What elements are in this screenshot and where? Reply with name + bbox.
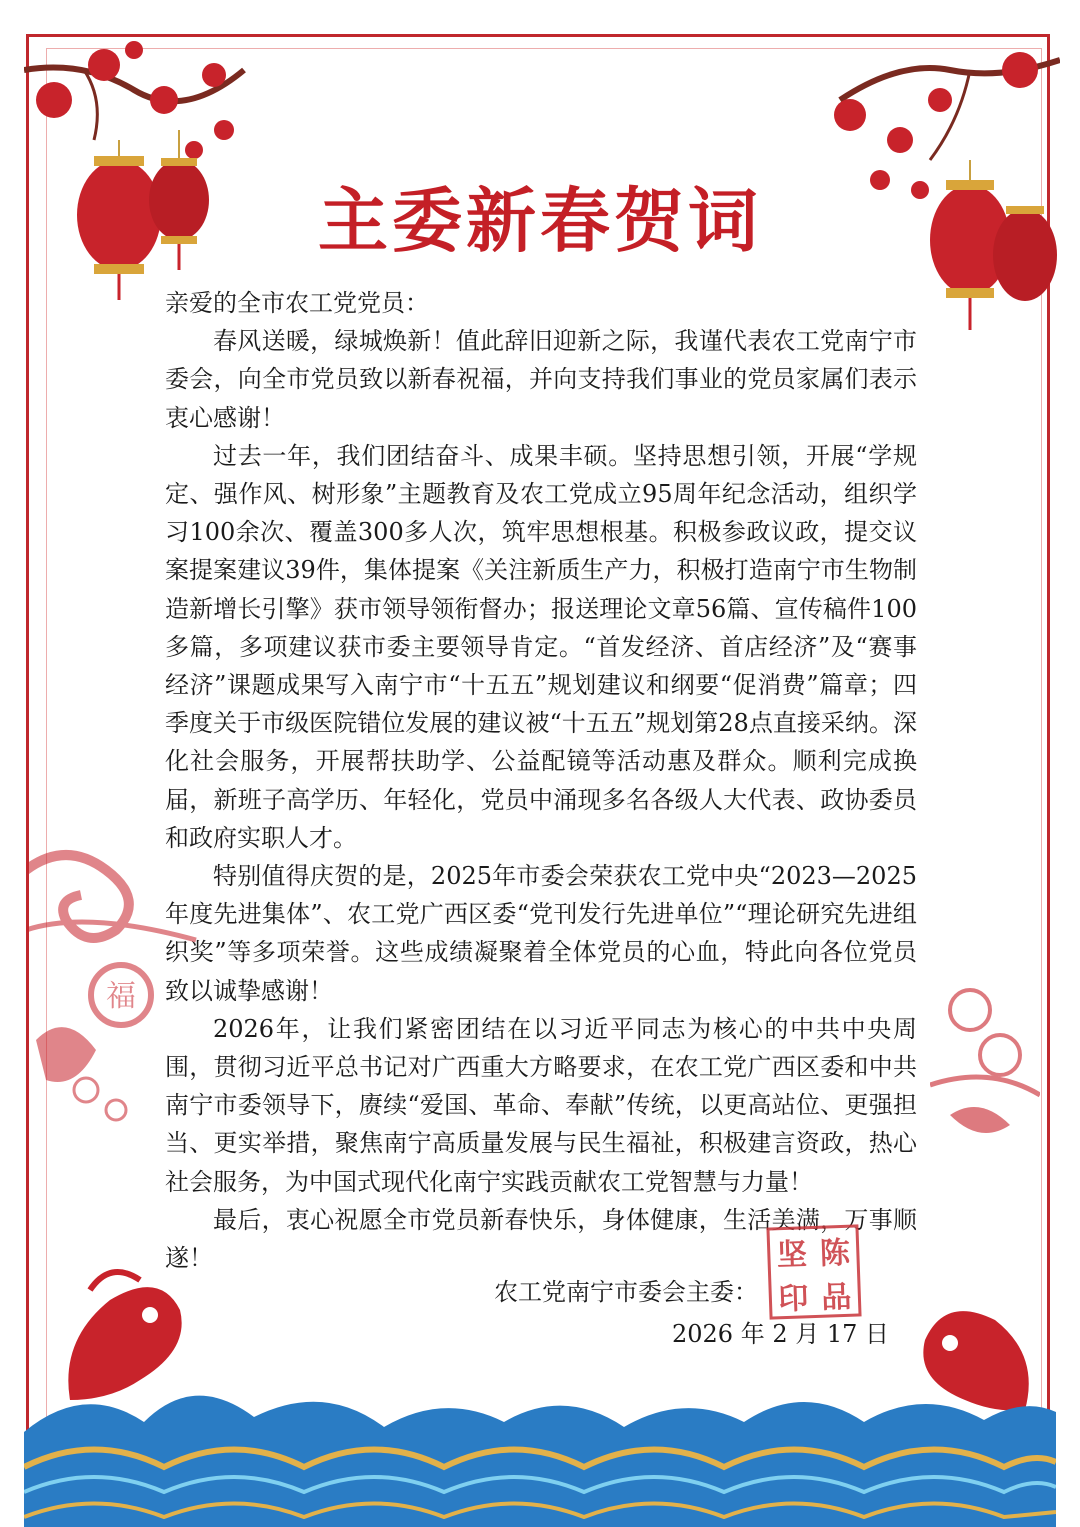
seal-char-2: 陈: [819, 1235, 851, 1272]
seal-char-3: 印: [777, 1281, 810, 1318]
seal-char-1: 坚: [776, 1237, 808, 1274]
cloud-fu-ornament-left: [26, 840, 206, 1140]
fu-ornament-right: [930, 985, 1040, 1145]
paragraph-greeting: 春风送暖，绿城焕新！值此辞旧迎新之际，我谨代表农工党南宁市委会，向全市党员致以新春祝福，并向支持我们事业的党员家属们表示衷心感谢！: [165, 327, 917, 432]
salutation: 亲爱的全市农工党党员：: [165, 289, 429, 317]
paragraph-outlook: 2026年，让我们紧密团结在以习近平同志为核心的中共中央周围，贯彻习近平总书记对广西重大方略要求，在农工党广西区委和中共南宁市委领导下，赓续“爱国、革命、奉献”传统，以更高站位、更强担当、更实举措，聚焦南宁高质量发展与民生福祉，积极建言资政，热心社会服务，为中国式现代化南宁实践贡献农工党智慧与力量！: [165, 1014, 917, 1196]
red-seal-stamp: [766, 1224, 861, 1319]
letter-body: [165, 284, 917, 1277]
paragraph-achievements: 过去一年，我们团结奋斗、成果丰硕。坚持思想引领，开展“学规定、强作风、树形象”主题教育及农工党成立95周年纪念活动，组织学习100余次、覆盖300多人次，筑牢思想根基。积极参政议政，提交议案提案建议39件，集体提案《关注新质生产力，积极打造南宁市生物制造新增长引擎》获市领导领衔督办；报送理论文章56篇、宣传稿件100多篇，多项建议获市委主要领导肯定。“首发经济、首店经济”及“赛事经济”课题成果写入南宁市“十五五”规划建议和纲要“促消费”篇章；四季度关于市级医院错位发展的建议被“十五五”规划第28点直接采纳。深化社会服务，开展帮扶助学、公益配镜等活动惠及群众。顺利完成换届，新班子高学历、年轻化，党员中涌现多名各级人大代表、政协委员和政府实职人才。: [165, 441, 917, 852]
letter-date: 2026 年 2 月 17 日: [672, 1320, 890, 1348]
seal-char-4: 品: [820, 1279, 853, 1316]
signature: 农工党南宁市委会主委：: [494, 1278, 758, 1306]
paragraph-wishes: 最后，衷心祝愿全市党员新春快乐，身体健康，生活美满，万事顺遂！: [165, 1205, 917, 1273]
paragraph-honors: 特别值得庆贺的是，2025年市委会荣获农工党中央“2023—2025年度先进集体”、农工党广西区委“党刊发行先进单位”“理论研究先进组织奖”等多项荣誉。这些成绩凝聚着全体党员的心血，特此向各位党员致以诚挚感谢！: [165, 862, 917, 1005]
bottom-wave-border: [24, 1372, 1056, 1527]
fu-badge-text: 福: [106, 979, 136, 1014]
page-title: 主委新春贺词: [318, 179, 762, 262]
